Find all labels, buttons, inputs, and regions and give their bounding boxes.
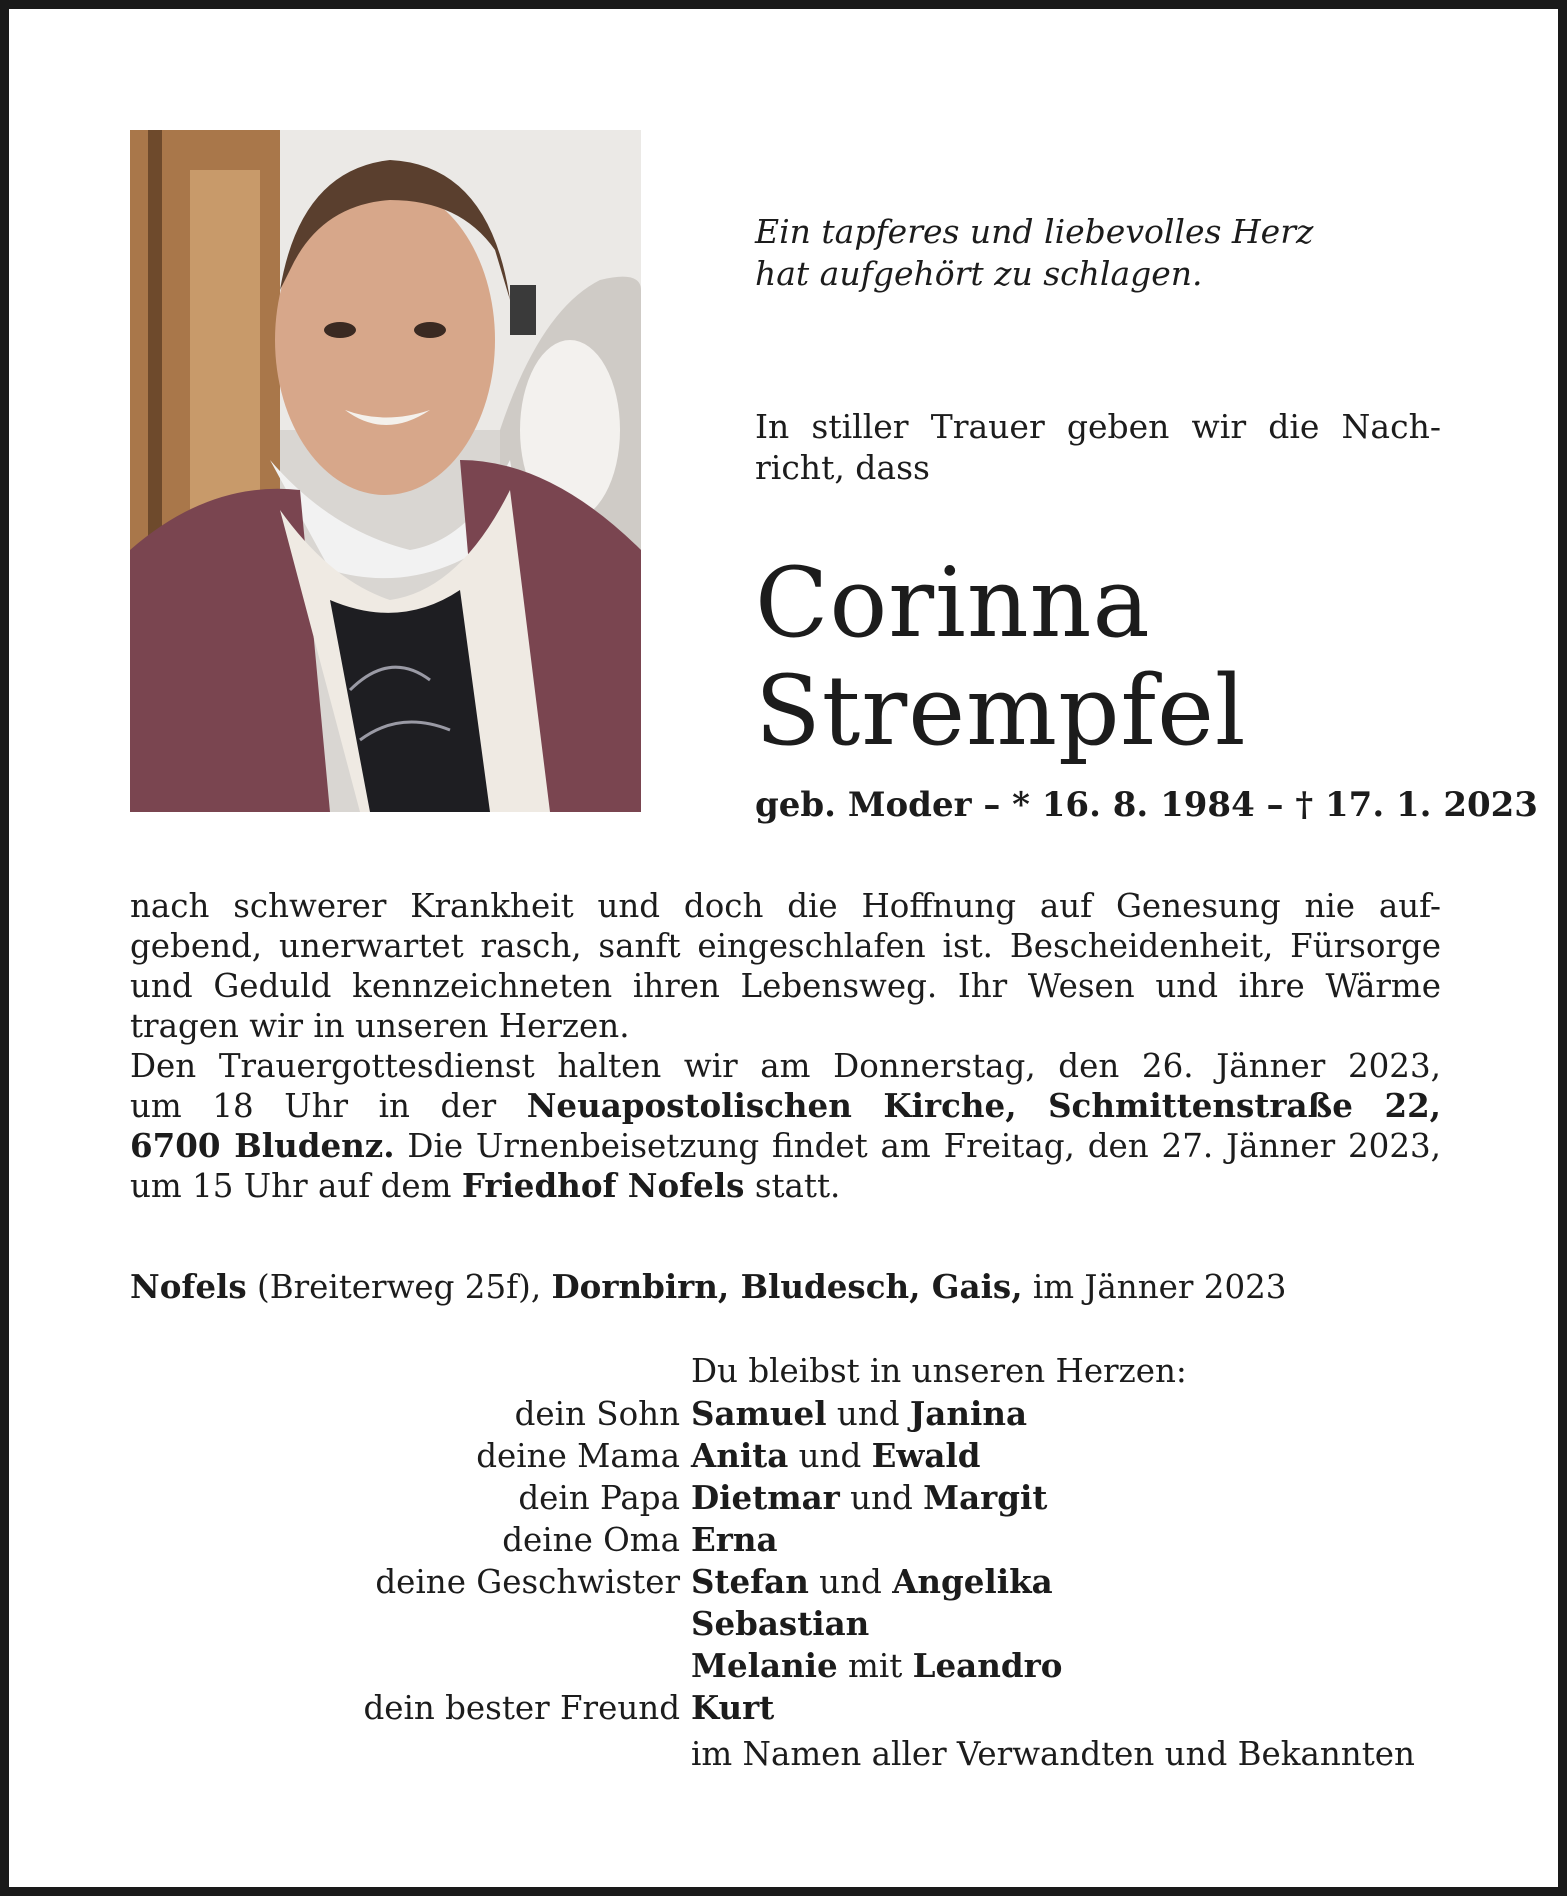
- place-nofels: Nofels: [130, 1267, 247, 1306]
- body-text-segment: statt.: [744, 1167, 841, 1205]
- family-name: Sebastian: [691, 1604, 870, 1643]
- cemetery-name: Friedhof Nofels: [461, 1166, 745, 1205]
- intro-line-2: richt, dass: [755, 448, 930, 487]
- intro-line-1: In stiller Trauer geben wir die Nach-: [755, 407, 1441, 446]
- place-list: Dornbirn, Bludesch, Gais,: [551, 1267, 1023, 1306]
- family-names: [691, 1603, 869, 1645]
- last-name: Strempfel: [755, 655, 1247, 767]
- family-row: [130, 1477, 1450, 1519]
- family-name: Kurt: [691, 1688, 775, 1727]
- body-line: Den Trauergottesdienst halten wir am Donnerstag, den 26. Jänner 2023,: [130, 1047, 1441, 1085]
- family-names: [691, 1393, 1027, 1435]
- place-date: im Jänner 2023: [1022, 1268, 1287, 1306]
- family-name: Erna: [691, 1520, 778, 1559]
- family-name: Anita: [691, 1436, 789, 1475]
- church-city: 6700 Bludenz.: [130, 1126, 395, 1165]
- family-row: [130, 1687, 1450, 1729]
- family-names: [691, 1519, 778, 1561]
- family-name: Samuel: [691, 1394, 827, 1433]
- body-text-segment: um 15 Uhr auf dem: [130, 1167, 462, 1205]
- family-names: [691, 1561, 1053, 1603]
- stay-in-hearts-text: Du bleibst in unseren Herzen:: [691, 1352, 1187, 1390]
- portrait-photo: [130, 130, 641, 812]
- family-row: [130, 1561, 1450, 1603]
- family-row: [130, 1393, 1450, 1435]
- name-conjunction: und: [808, 1563, 893, 1601]
- family-name: Leandro: [912, 1646, 1063, 1685]
- family-row: [130, 1603, 1450, 1645]
- relation-label: dein Papa: [518, 1479, 680, 1517]
- church-address: Neuapostolischen Kirche, Schmittenstraße 22,: [526, 1086, 1441, 1125]
- body-line: [130, 1166, 1441, 1206]
- portrait-illustration: [130, 130, 641, 812]
- family-names: [691, 1477, 1047, 1519]
- quote-line-2: hat aufgehört zu schlagen.: [755, 254, 1203, 293]
- relation-label-empty: [130, 1603, 691, 1645]
- body-line: nach schwerer Krankheit und doch die Hoffnung auf Genesung nie auf-: [130, 887, 1441, 925]
- quote-line-1: Ein tapferes und liebevolles Herz: [755, 212, 1314, 251]
- family-list: [130, 1393, 1450, 1729]
- relation-label: deine Mama: [476, 1437, 680, 1475]
- family-row: [130, 1519, 1450, 1561]
- family-name: Stefan: [691, 1562, 809, 1601]
- relation-label: dein bester Freund: [363, 1689, 680, 1727]
- body-line: und Geduld kennzeichneten ihren Lebensweg. Ihr Wesen und ihre Wärme: [130, 967, 1441, 1005]
- body-text-segment: um 18 Uhr in der: [130, 1087, 527, 1125]
- relation-label: deine Oma: [502, 1521, 680, 1559]
- first-name: Corinna: [755, 547, 1151, 659]
- family-name: Janina: [909, 1394, 1028, 1433]
- family-name: Angelika: [892, 1562, 1053, 1601]
- family-name: Margit: [923, 1478, 1048, 1517]
- family-name: Dietmar: [691, 1478, 840, 1517]
- birth-death-line: geb. Moder – * 16. 8. 1984 – † 17. 1. 2023: [755, 785, 1538, 825]
- family-name: Ewald: [871, 1436, 981, 1475]
- body-text-segment: Die Urnenbeisetzung findet am Freitag, den 27. Jänner 2023,: [394, 1127, 1441, 1165]
- closing-line: im Namen aller Verwandten und Bekannten: [691, 1735, 1415, 1773]
- family-row: [130, 1645, 1450, 1687]
- name-conjunction: mit: [837, 1647, 913, 1685]
- body-line: gebend, unerwartet rasch, sanft eingeschlafen ist. Bescheidenheit, Fürsorge: [130, 927, 1441, 965]
- name-conjunction: und: [788, 1437, 872, 1475]
- relation-label-empty: [130, 1645, 691, 1687]
- family-row: [130, 1435, 1450, 1477]
- family-names: [691, 1687, 774, 1729]
- places-line: [130, 1267, 1286, 1307]
- intro-text: [755, 406, 1441, 488]
- family-names: [691, 1645, 1062, 1687]
- relation-label: deine Geschwister: [375, 1563, 680, 1601]
- body-line: tragen wir in unseren Herzen.: [130, 1007, 630, 1045]
- quote: [755, 211, 1313, 295]
- name-conjunction: und: [826, 1395, 910, 1433]
- relation-label: dein Sohn: [514, 1395, 680, 1433]
- body-line: [130, 1086, 1441, 1126]
- family-name: Melanie: [691, 1646, 838, 1685]
- body-text: [130, 886, 1441, 1206]
- place-address: (Breiterweg 25f),: [246, 1268, 552, 1306]
- deceased-name: [755, 549, 1247, 765]
- body-line: [130, 1126, 1441, 1166]
- name-conjunction: und: [839, 1479, 924, 1517]
- family-names: [691, 1435, 981, 1477]
